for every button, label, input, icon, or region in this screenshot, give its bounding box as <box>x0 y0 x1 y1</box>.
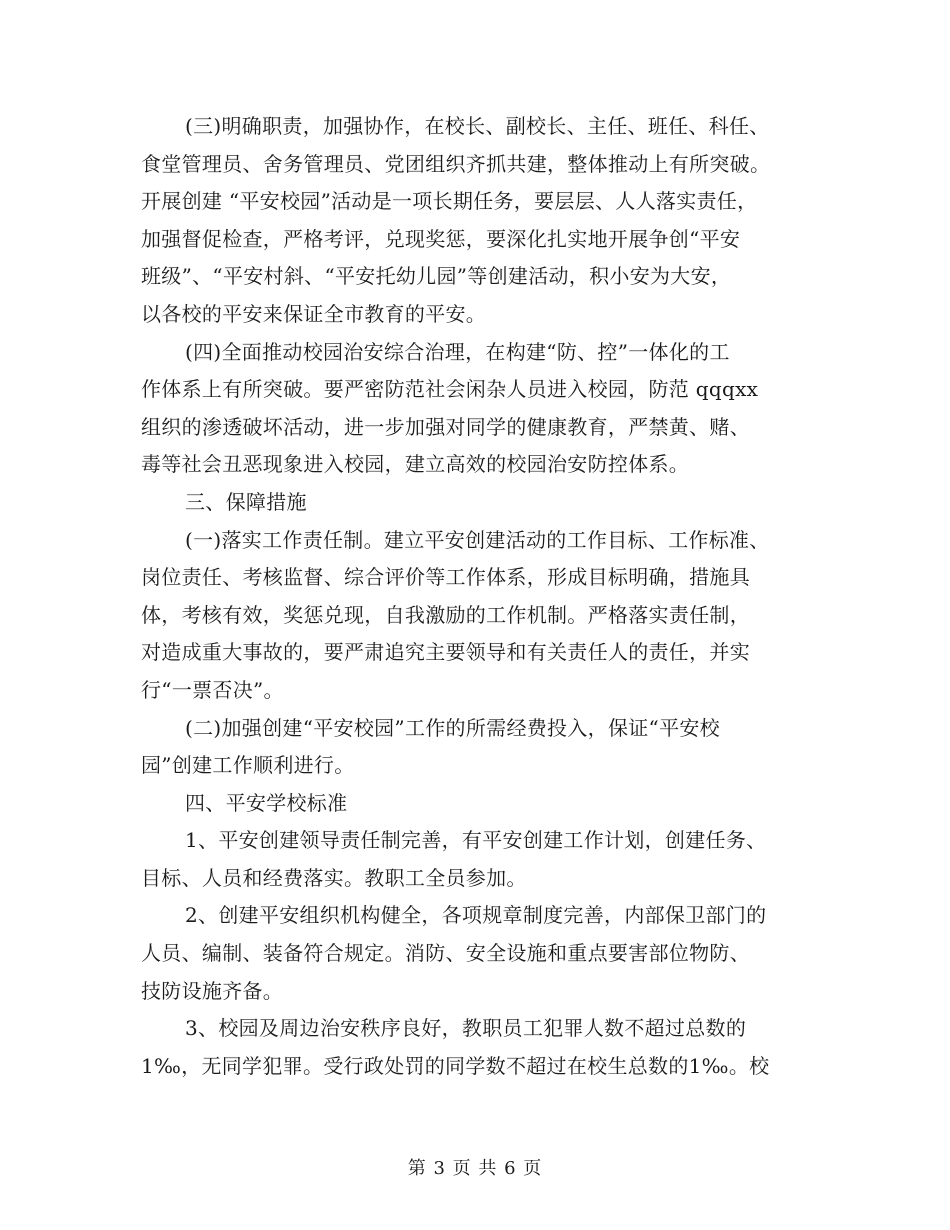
text-line: (四)全面推动校园治安综合治理，在构建“防、控”一体化的工 <box>185 339 730 364</box>
text-line: (二)加强创建“平安校园”工作的所需经费投入，保证“平安校 <box>185 715 720 740</box>
text-line: 四、平安学校标准 <box>185 790 348 815</box>
document-body <box>141 108 821 1085</box>
text-line: 三、保障措施 <box>185 489 307 514</box>
text-line: 园”创建工作顺利进行。 <box>141 753 355 778</box>
text-line: 组织的渗透破坏活动，进一步加强对同学的健康教育，严禁黄、赌、 <box>141 414 750 439</box>
text-line: 开展创建 “平安校园”活动是一项长期任务，要层层、人人落实责任， <box>141 189 758 214</box>
text-line: 2、创建平安组织机构健全，各项规章制度完善，内部保卫部门的 <box>185 903 767 928</box>
text-line: 食堂管理员、舍务管理员、党团组织齐抓共建，整体推动上有所突破。 <box>141 151 771 176</box>
text-line: 1‰，无同学犯罪。受行政处罚的同学数不超过在校生总数的1‰。校 <box>141 1053 770 1078</box>
text-line: 毒等社会丑恶现象进入校园，建立高效的校园治安防控体系。 <box>141 452 690 477</box>
text-line: 岗位责任、考核监督、综合评价等工作体系，形成目标明确，措施具 <box>141 565 750 590</box>
text-line: 以各校的平安来保证全市教育的平安。 <box>141 301 487 326</box>
text-line: 1、平安创建领导责任制完善，有平安创建工作计划，创建任务、 <box>185 828 767 853</box>
text-line: 目标、人员和经费落实。教职工全员参加。 <box>141 865 527 890</box>
text-line: 体，考核有效，奖惩兑现，自我激励的工作机制。严格落实责任制， <box>141 602 750 627</box>
text-line: 技防设施齐备。 <box>141 978 284 1003</box>
page-number-footer: 第 3 页 共 6 页 <box>407 1158 543 1179</box>
text-line: (一)落实工作责任制。建立平安创建活动的工作目标、工作标准、 <box>185 527 770 552</box>
text-line: 加强督促检查，严格考评，兑现奖惩，要深化扎实地开展争创“平安 <box>141 226 741 251</box>
text-line: 对造成重大事故的，要严肃追究主要领导和有关责任人的责任，并实 <box>141 640 750 665</box>
text-line: (三)明确职责，加强协作，在校长、副校长、主任、班任、科任、 <box>185 114 770 138</box>
text-line: 作体系上有所突破。要严密防范社会闲杂人员进入校园，防范 qqqxx <box>141 377 759 402</box>
text-line: 班级”、“平安村斜、“平安托幼儿园”等创建活动，积小安为大安， <box>141 264 732 289</box>
text-line: 行“一票否决”。 <box>141 677 284 702</box>
text-line: 人员、编制、装备符合规定。消防、安全设施和重点要害部位物防、 <box>141 941 750 966</box>
text-line: 3、校园及周边治安秩序良好，教职员工犯罪人数不超过总数的 <box>185 1016 747 1041</box>
